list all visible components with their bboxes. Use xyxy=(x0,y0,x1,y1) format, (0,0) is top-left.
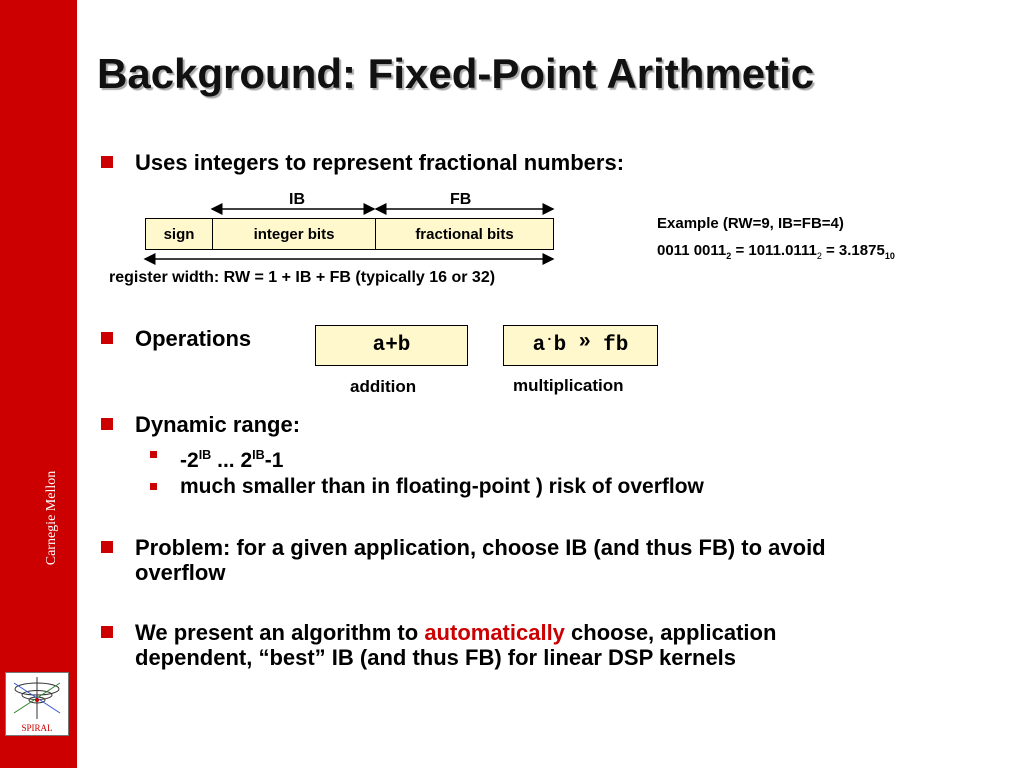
multiplication-caption: multiplication xyxy=(513,376,624,395)
bullet-marker xyxy=(101,541,113,553)
bullet-marker xyxy=(101,332,113,344)
sub-bullet-marker xyxy=(150,451,157,458)
logo-text: SPIRAL xyxy=(21,723,53,733)
range-formula: $-2^{IB}$ ... $2^{IB}-1$ xyxy=(180,448,284,472)
algorithm-line-2: dependent, “best” IB (and thus FB) for linear DSP kernels xyxy=(135,645,737,670)
example-equation: 0011 $0011_2 = 1011.0111_2 = 3.1875_{10}$ xyxy=(657,242,895,261)
multiplication-box: a · b » fb xyxy=(503,325,658,366)
algorithm-line-1: We present an algorithm to automatically choose, application xyxy=(135,620,777,645)
overflow-risk-text: much smaller than in floating-point ) risk of overflow xyxy=(180,475,704,498)
problem-line-2: overflow xyxy=(135,560,226,585)
ib-label: IB xyxy=(289,191,305,208)
addition-caption: addition xyxy=(350,377,417,396)
page-title: Background: Fixed-Point Arithmetic xyxy=(97,50,815,97)
problem-line-1: Problem: for a given application, choose IB (and thus FB) to avoid xyxy=(135,535,826,560)
example-title: Example (RW=9, IB=FB=4) xyxy=(657,215,844,232)
highlight-automatically: automatically xyxy=(424,620,565,645)
register-width-label: register width: RW = 1 + IB + FB (typically 16 or 32) xyxy=(109,269,496,286)
bullet-dynamic-range: Dynamic range: xyxy=(135,412,301,437)
bullet-fractional: Uses integers to represent fractional numbers: xyxy=(135,150,625,175)
fb-label: FB xyxy=(450,191,472,208)
sub-bullet-marker xyxy=(150,483,157,490)
integer-bits-cell: integer bits xyxy=(212,218,376,250)
bullet-operations: Operations xyxy=(135,326,252,351)
fractional-bits-cell: fractional bits xyxy=(375,218,554,250)
sign-cell: sign xyxy=(145,218,213,250)
addition-box: a+b xyxy=(315,325,468,366)
bullet-marker xyxy=(101,626,113,638)
bullet-marker xyxy=(101,418,113,430)
